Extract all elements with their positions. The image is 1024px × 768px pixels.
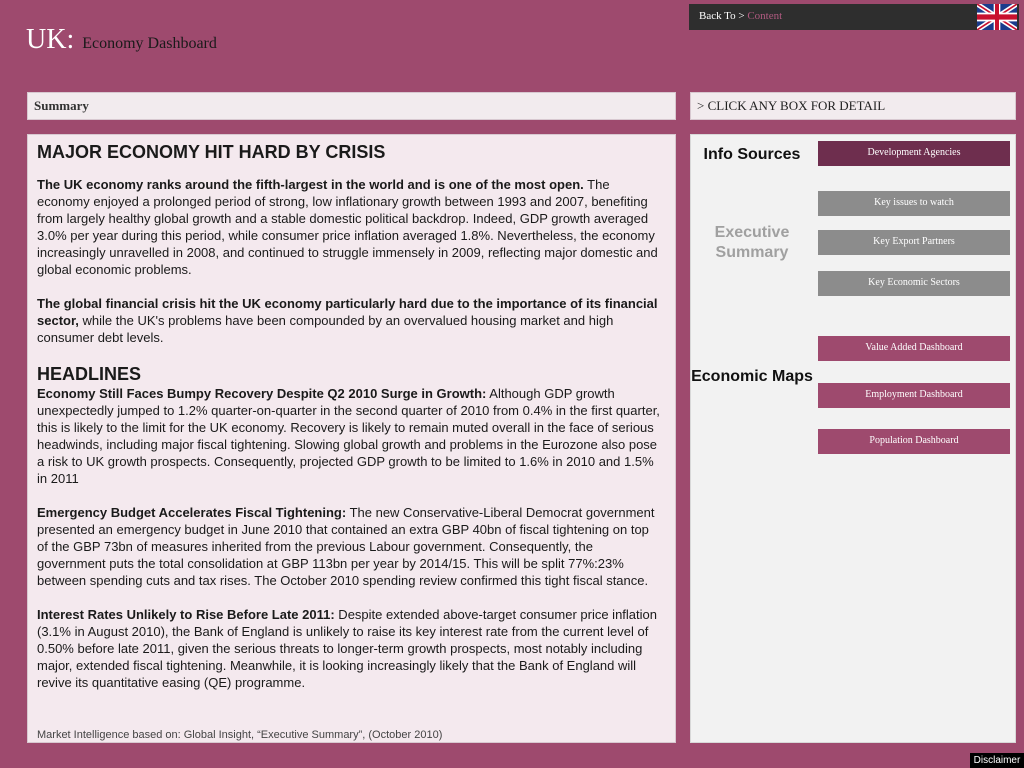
summary-content — [37, 141, 661, 708]
page-title-main: UK: — [26, 24, 75, 55]
disclaimer-button[interactable]: Disclaimer — [970, 753, 1024, 768]
intro-text: The economy enjoyed a prolonged period of strong, low inflationary growth between 1993 and 2007, benefiting from largely healthy global growth and a stable domestic political backdrop. Indeed, GDP growth averaged 3.0% per year during this period, while consumer price inflation averaged 1.8%. Nevertheless, the economy increasingly unravelled in 2008, and continued to struggle immensely in 2009, reflecting major domestic and global economic problems. — [37, 177, 658, 277]
executive-summary-label: Executive Summary — [714, 224, 790, 261]
back-nav-bar — [689, 4, 1019, 30]
headline-rates-title: Interest Rates Unlikely to Rise Before Late 2011: — [37, 607, 335, 622]
back-prefix: Back To > — [699, 10, 745, 22]
summary-label: Summary — [34, 98, 89, 113]
headline-budget — [37, 504, 661, 589]
source-citation: Market Intelligence based on: Global Insight, “Executive Summary”, (October 2010) — [37, 729, 443, 741]
employment-dashboard-button[interactable]: Employment Dashboard — [818, 383, 1010, 408]
click-instruction-label: > CLICK ANY BOX FOR DETAIL — [697, 98, 886, 113]
crisis-paragraph — [37, 295, 661, 346]
crisis-text: while the UK's problems have been compounded by an overvalued housing market and high consumer debt levels. — [37, 313, 614, 345]
intro-bold: The UK economy ranks around the fifth-largest in the world and is one of the most open. — [37, 177, 584, 192]
value-added-dashboard-button[interactable]: Value Added Dashboard — [818, 336, 1010, 361]
headline-budget-text: The new Conservative-Liberal Democrat government presented an emergency budget in June 2010 that contained an extra GBP 40bn of fiscal tightening on top of the GBP 73bn of measures inherited from the previous Labour government. Consequently, the government puts the total consolidation at GBP 113bn per year by 2014/15. This will be split 77%:23% between spending cuts and tax rises. The October 2010 spending review confirmed this tight fiscal stance. — [37, 505, 655, 588]
uk-flag-icon[interactable] — [977, 4, 1017, 30]
content-link[interactable]: Content — [747, 10, 783, 22]
headline-recovery-title: Economy Still Faces Bumpy Recovery Despite Q2 2010 Surge in Growth: — [37, 386, 487, 401]
headline-recovery — [37, 385, 661, 487]
click-instruction-header — [690, 92, 1016, 120]
intro-paragraph — [37, 176, 661, 278]
development-agencies-button[interactable]: Development Agencies — [818, 141, 1010, 166]
headline-rates-text: Despite extended above-target consumer price inflation (3.1% in August 2010), the Bank of England is unlikely to raise its key interest rate from the current level of 0.50% before late 2011, given the serious threats to longer-term growth prospects, most notably including major, extended fiscal tightening. Meanwhile, it is looking increasingly likely that the Bank of England will revive its quantitative easing (QE) programme. — [37, 607, 657, 690]
economic-maps-label: Economic Maps — [691, 368, 813, 385]
page-title — [26, 24, 217, 56]
headlines-heading: HEADLINES — [37, 364, 142, 384]
back-nav[interactable] — [699, 10, 782, 22]
crisis-bold: The global financial crisis hit the UK economy particularly hard due to the importance of its financial sector, — [37, 296, 658, 328]
page-title-sub: Economy Dashboard — [82, 35, 217, 52]
detail-panel — [690, 134, 1016, 743]
key-economic-sectors-button[interactable]: Key Economic Sectors — [818, 271, 1010, 296]
population-dashboard-button[interactable]: Population Dashboard — [818, 429, 1010, 454]
key-issues-button[interactable]: Key issues to watch — [818, 191, 1010, 216]
headline-rates — [37, 606, 661, 691]
main-heading: MAJOR ECONOMY HIT HARD BY CRISIS — [37, 142, 386, 162]
headline-recovery-text: Although GDP growth unexpectedly jumped to 1.2% quarter-on-quarter in the second quarter of 2010 from 0.4% in the first quarter, this is likely to the limit for the UK economy. Recovery is likely to remain muted overall in the face of serious headwinds, including major fiscal tightening. Slowing global growth and problems in the Eurozone also pose a risk to UK growth prospects. Consequently, projected GDP growth to be limited to 1.6% in 2010 and 1.5% in 2011 — [37, 386, 660, 486]
summary-header — [27, 92, 676, 120]
summary-panel — [27, 134, 676, 743]
key-export-partners-button[interactable]: Key Export Partners — [818, 230, 1010, 255]
info-sources-label: Info Sources — [703, 146, 801, 163]
headline-budget-title: Emergency Budget Accelerates Fiscal Tightening: — [37, 505, 347, 520]
